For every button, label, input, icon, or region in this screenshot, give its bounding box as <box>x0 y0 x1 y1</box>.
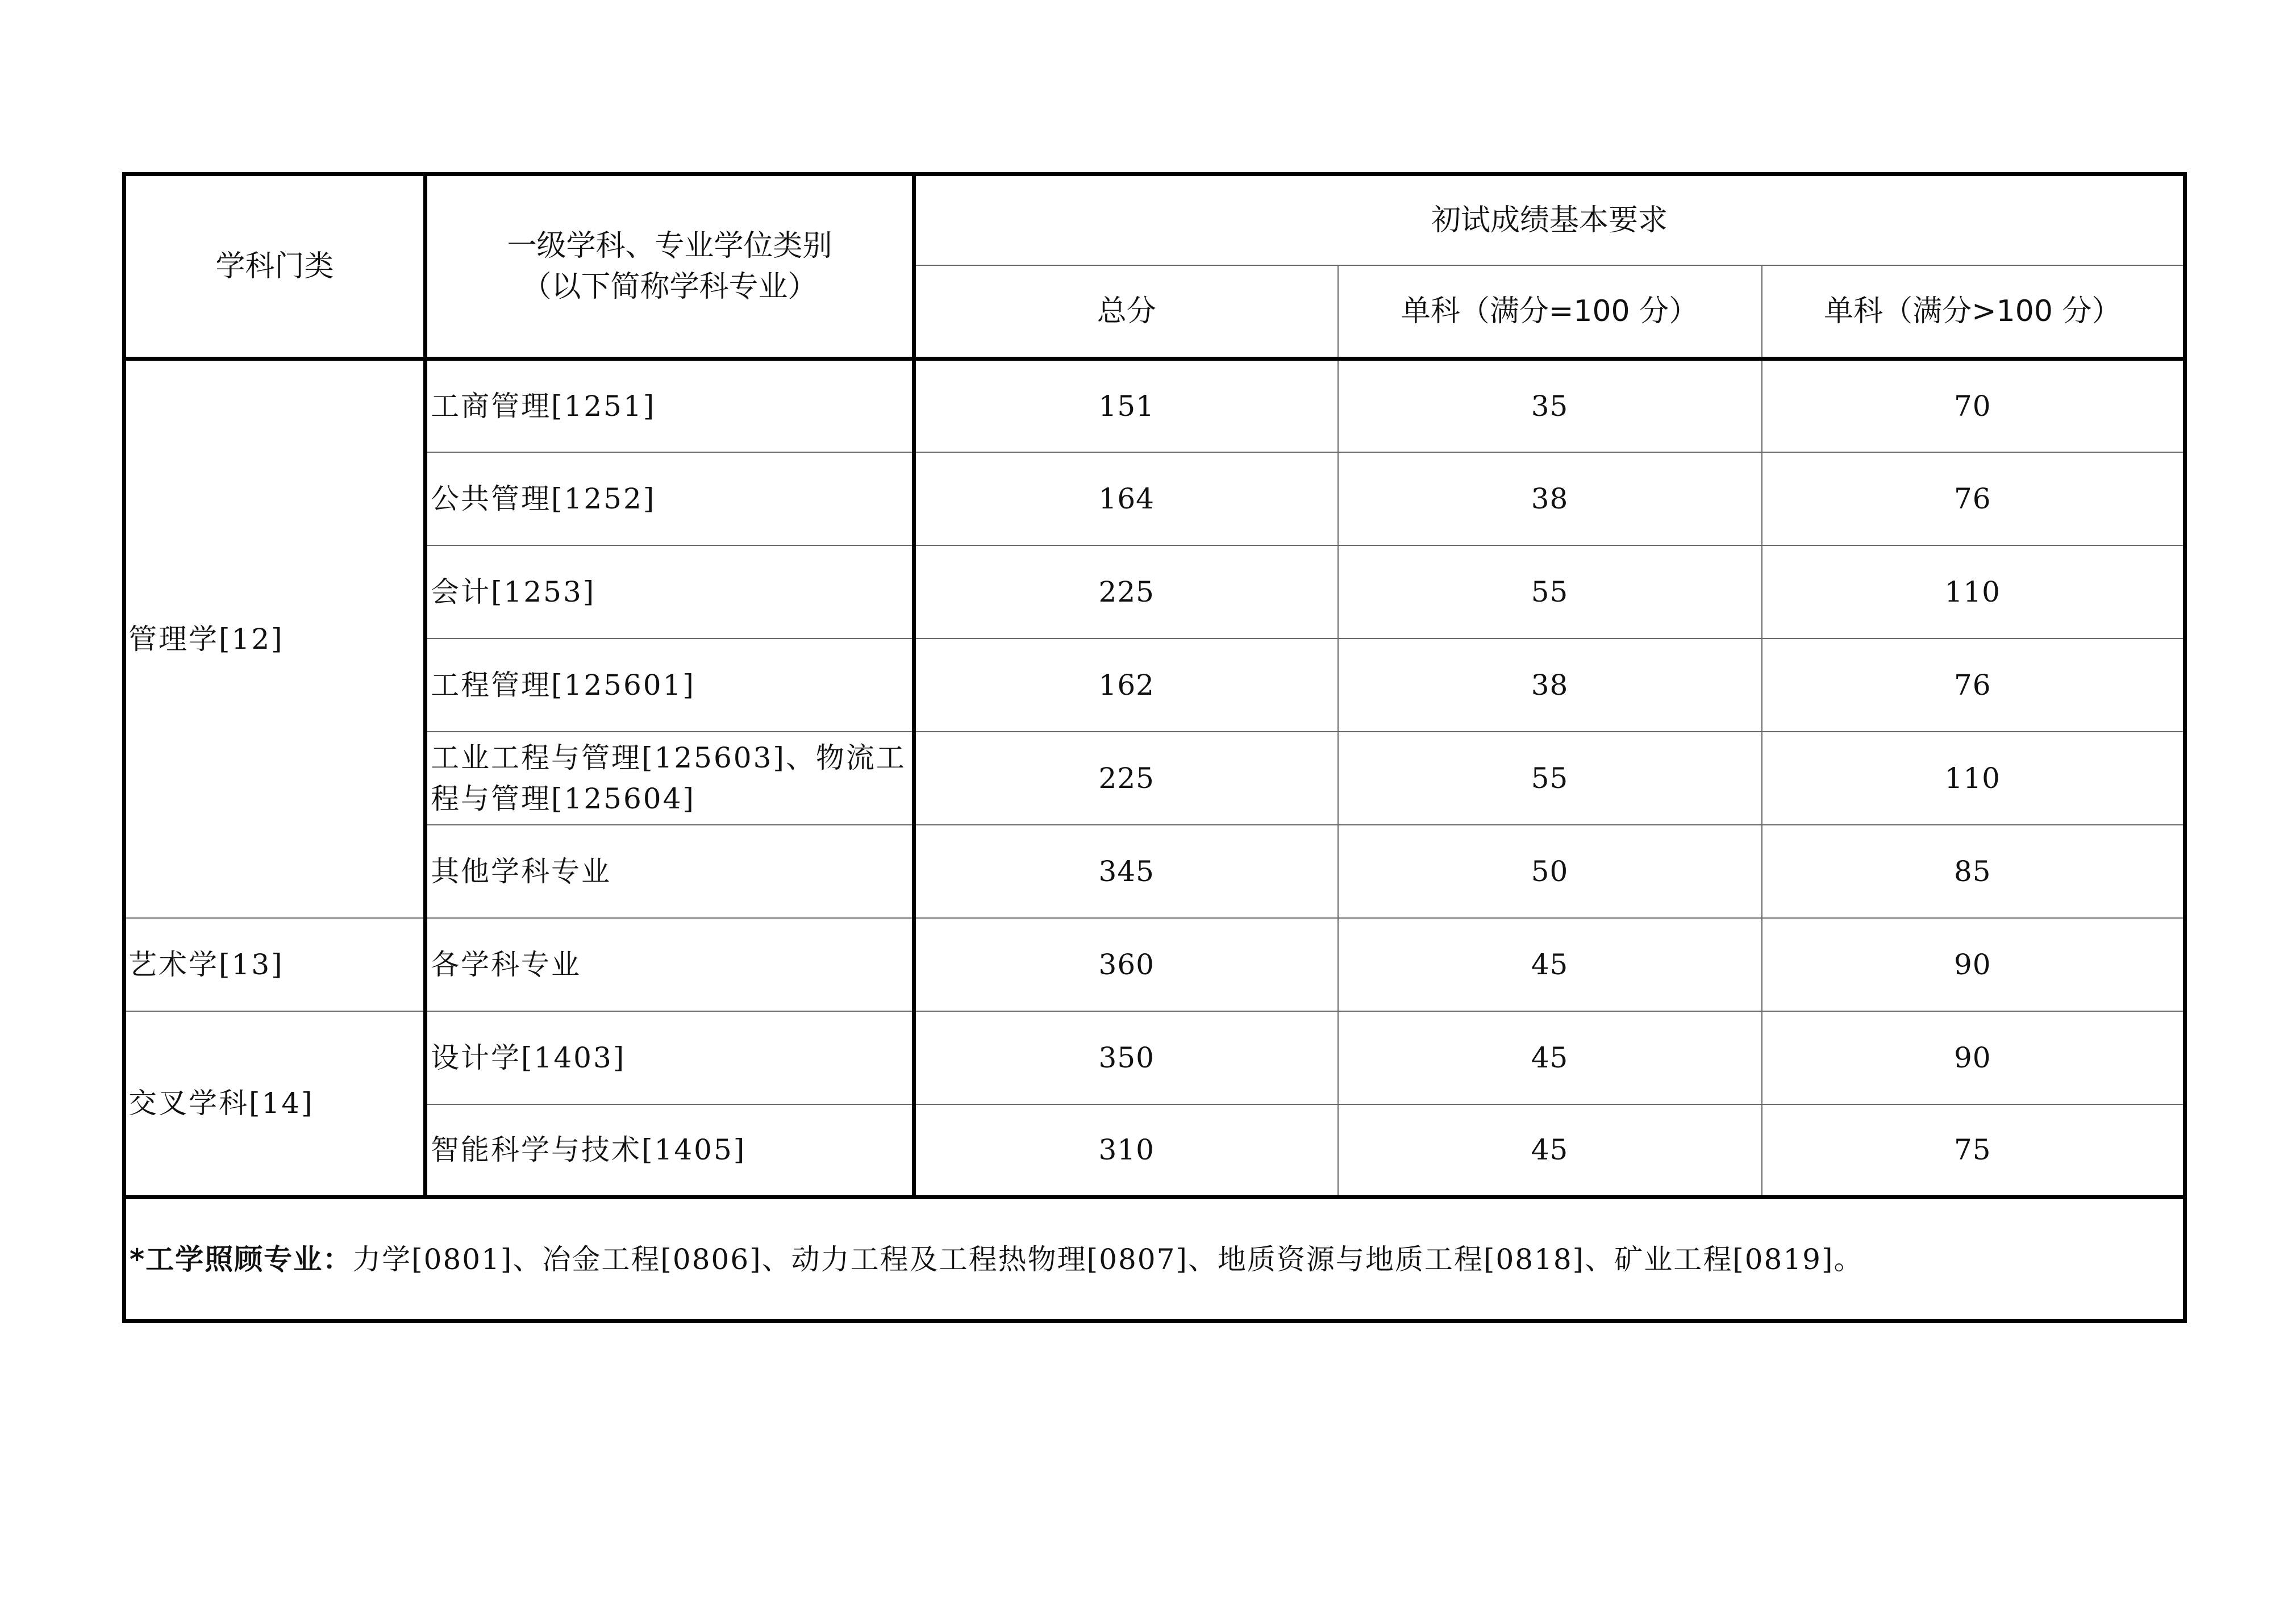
table-row <box>124 732 2185 825</box>
major-cell: 会计[1253] <box>426 545 914 639</box>
header-requirement-label: 初试成绩基本要求 <box>1431 203 1668 237</box>
total-cell: 164 <box>914 452 1338 545</box>
major-cell: 工商管理[1251] <box>426 359 914 452</box>
header-single-over-100-label: 单科（满分>100 分） <box>1824 294 2122 328</box>
total-cell: 225 <box>914 545 1338 639</box>
table-row <box>124 359 2185 452</box>
footnote-text: 力学[0801]、冶金工程[0806]、动力工程及工程热物理[0807]、地质资源与地质工程[0818]、矿业工程[0819]。 <box>352 1242 1864 1276</box>
footnote-row <box>124 1198 2185 1321</box>
total-cell: 345 <box>914 825 1338 918</box>
single-100-cell: 45 <box>1338 918 1762 1011</box>
header-discipline <box>426 174 914 359</box>
header-total-label: 总分 <box>1097 294 1156 328</box>
total-cell: 151 <box>914 359 1338 452</box>
category-cell: 艺术学[13] <box>124 918 426 1011</box>
table-row <box>124 1011 2185 1104</box>
header-row-1 <box>124 174 2185 265</box>
single-100-cell: 35 <box>1338 359 1762 452</box>
single-100-cell: 45 <box>1338 1104 1762 1198</box>
single-100-cell: 38 <box>1338 452 1762 545</box>
header-category <box>124 174 426 359</box>
single-over-100-cell: 85 <box>1762 825 2185 918</box>
single-over-100-cell: 90 <box>1762 918 2185 1011</box>
single-100-cell: 50 <box>1338 825 1762 918</box>
single-over-100-cell: 76 <box>1762 639 2185 732</box>
header-category-label: 学科门类 <box>215 249 334 283</box>
single-over-100-cell: 75 <box>1762 1104 2185 1198</box>
single-over-100-cell: 76 <box>1762 452 2185 545</box>
header-total <box>914 265 1338 359</box>
major-cell: 工业工程与管理[125603]、物流工程与管理[125604] <box>426 732 914 825</box>
single-100-cell: 45 <box>1338 1011 1762 1104</box>
header-discipline-line2: （以下简称学科专业） <box>522 270 818 304</box>
header-requirement <box>914 174 2185 265</box>
single-over-100-cell: 110 <box>1762 545 2185 639</box>
header-single-100-label: 单科（满分=100 分） <box>1401 294 1699 328</box>
major-cell: 智能科学与技术[1405] <box>426 1104 914 1198</box>
major-cell: 设计学[1403] <box>426 1011 914 1104</box>
header-single-over-100 <box>1762 265 2185 359</box>
table-row <box>124 825 2185 918</box>
table-row <box>124 1104 2185 1198</box>
table-row <box>124 545 2185 639</box>
total-cell: 310 <box>914 1104 1338 1198</box>
single-over-100-cell: 110 <box>1762 732 2185 825</box>
table-row <box>124 639 2185 732</box>
table-row <box>124 918 2185 1011</box>
single-100-cell: 55 <box>1338 732 1762 825</box>
single-100-cell: 38 <box>1338 639 1762 732</box>
single-over-100-cell: 90 <box>1762 1011 2185 1104</box>
total-cell: 350 <box>914 1011 1338 1104</box>
total-cell: 162 <box>914 639 1338 732</box>
single-100-cell: 55 <box>1338 545 1762 639</box>
footnote-label: *工学照顾专业： <box>130 1242 353 1276</box>
table-row <box>124 452 2185 545</box>
header-single-100 <box>1338 265 1762 359</box>
category-cell: 管理学[12] <box>124 359 426 918</box>
score-requirements-table <box>122 172 2187 1323</box>
footnote-cell <box>124 1198 2185 1321</box>
category-cell: 交叉学科[14] <box>124 1011 426 1198</box>
header-discipline-line1: 一级学科、专业学位类别 <box>507 229 832 263</box>
total-cell: 225 <box>914 732 1338 825</box>
major-cell: 公共管理[1252] <box>426 452 914 545</box>
major-cell: 工程管理[125601] <box>426 639 914 732</box>
major-cell: 各学科专业 <box>426 918 914 1011</box>
major-cell: 其他学科专业 <box>426 825 914 918</box>
total-cell: 360 <box>914 918 1338 1011</box>
single-over-100-cell: 70 <box>1762 359 2185 452</box>
